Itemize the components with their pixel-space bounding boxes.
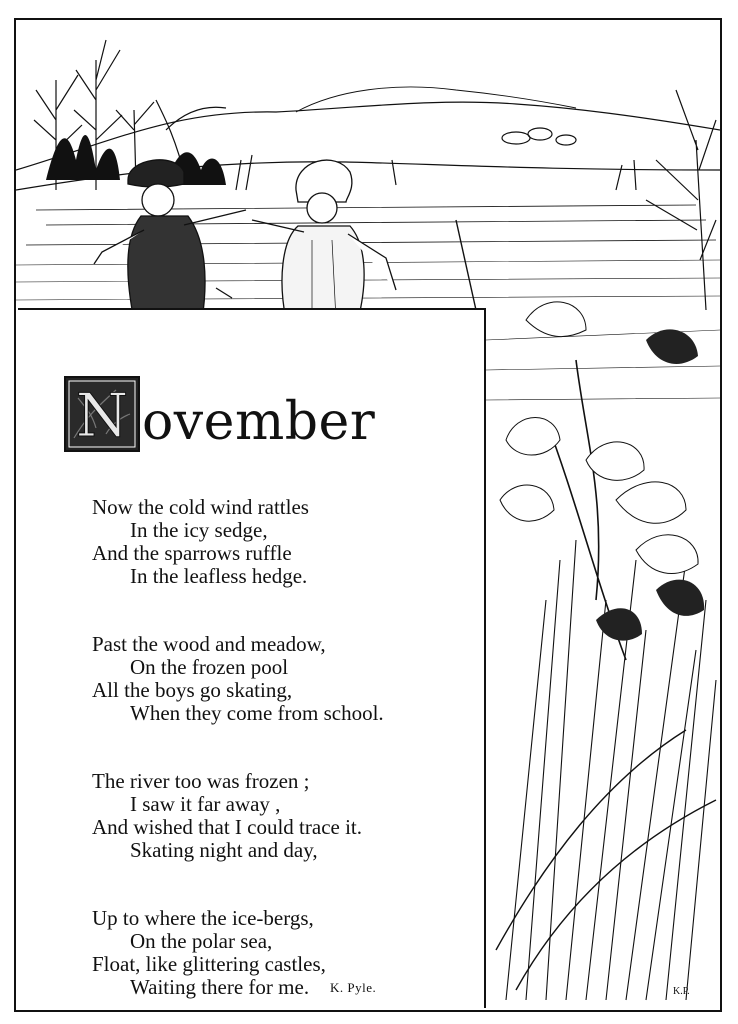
page-frame [14, 18, 722, 1012]
skating-scene-illustration [16, 20, 720, 320]
poem-body [92, 496, 472, 1012]
poem-panel [18, 308, 486, 1008]
poem-line: In the icy sedge, [130, 518, 268, 542]
poem-line: Waiting there for me. [130, 975, 310, 999]
poem-line: Past the wood and meadow, [92, 632, 326, 656]
poem-line: Skating night and day, [130, 838, 318, 862]
stanza-3 [92, 770, 472, 862]
poem-line: Now the cold wind rattles [92, 495, 309, 519]
illuminated-initial [64, 376, 140, 452]
poem-line: In the leafless hedge. [130, 564, 308, 588]
page-title [64, 372, 375, 452]
stanza-4 [92, 907, 472, 999]
title-initial-letter: N [75, 381, 129, 450]
illuminated-initial-art [66, 378, 138, 450]
poem-line: And wished that I could trace it. [92, 815, 363, 839]
bramble-reeds-illustration [486, 300, 720, 1010]
stanza-2 [92, 633, 472, 725]
poem-line: On the frozen pool [130, 655, 289, 679]
poem-line: When they come from school. [130, 701, 384, 725]
author-signature: K. Pyle. [330, 980, 377, 995]
illustrator-monogram: K.P. [673, 986, 690, 997]
poem-line: The river too was frozen ; [92, 769, 310, 793]
poem-line: Up to where the ice-bergs, [92, 906, 314, 930]
title-text: ovember [142, 392, 376, 452]
poem-line: I saw it far away , [130, 792, 281, 816]
poem-line: And the sparrows ruffle [92, 541, 292, 565]
stanza-1 [92, 496, 472, 588]
poem-line: On the polar sea, [130, 929, 273, 953]
poem-line: All the boys go skating, [92, 678, 293, 702]
poem-line: Float, like glittering castles, [92, 952, 326, 976]
